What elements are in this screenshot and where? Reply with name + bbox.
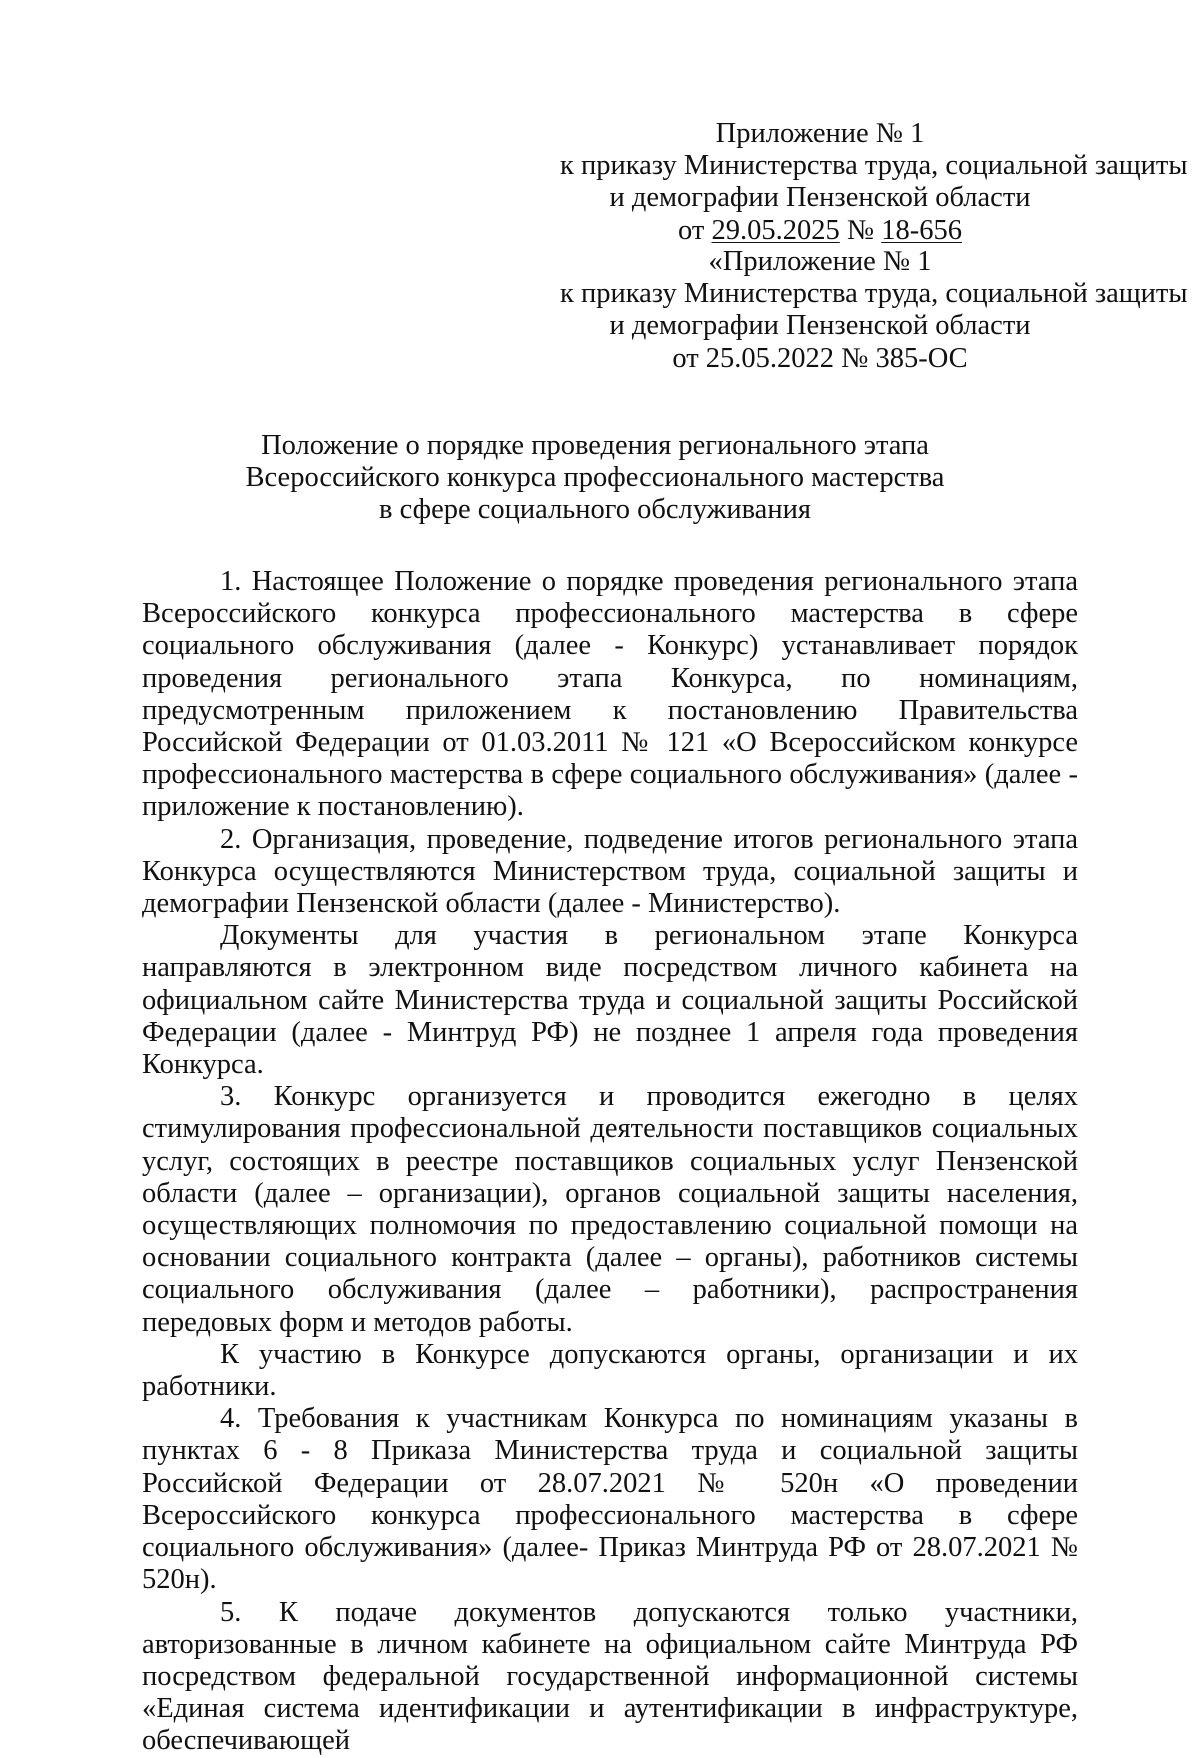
order-date-number-line: от 29.05.2025 № 18-656 <box>678 214 962 246</box>
order-reference-line: к приказу Министерства труда, социальной защиты <box>560 278 1188 310</box>
paragraph-2: 2. Организация, проведение, подведение итогов регионального этапа Конкурса осуществляются Министерством труда, социальной защиты и демографии Пензенской области (далее - Министерство). <box>142 823 1078 920</box>
appendix-header-current <box>560 118 1188 247</box>
order-reference-line: к приказу Министерства труда, социальной защиты <box>560 150 1188 182</box>
appendix-header-original <box>560 246 1188 375</box>
order-date-number-line: от 25.05.2022 № 385-ОС <box>672 342 968 374</box>
ministry-region-line: и демографии Пензенской области <box>609 182 1031 214</box>
order-date: 29.05.2025 <box>711 214 840 246</box>
ministry-region-line: и демографии Пензенской области <box>609 310 1031 342</box>
paragraph-4: 4. Требования к участникам Конкурса по номинациям указаны в пунктах 6 - 8 Приказа Министерства труда и социальной защиты Российской Федерации от 28.07.2021 № 520н «О проведении Всероссийского конкурса профессионального мастерства в сфере социального обслуживания» (далее- Приказ Минтруда РФ от 28.07.2021 № 520н). <box>142 1403 1078 1596</box>
order-number: 18-656 <box>881 214 962 246</box>
appendix-number-line: Приложение № 1 <box>715 118 925 149</box>
paragraph-3: 3. Конкурс организуется и проводится ежегодно в целях стимулирования профессиональной деятельности поставщиков социальных услуг, состоящих в реестре поставщиков социальных услуг Пензенской области (далее – организации), органов социальной защиты населения, осуществляющих полномочия по предоставлению социальной помощи на основании социального контракта (далее – органы), работников системы социального обслуживания (далее – работники), распространения передовых форм и методов работы. <box>142 1081 1078 1338</box>
document-body <box>142 566 1078 1758</box>
appendix-number-line: «Приложение № 1 <box>708 246 932 277</box>
title-line: Всероссийского конкурса профессионального мастерства <box>245 462 945 494</box>
paragraph-1: 1. Настоящее Положение о порядке проведения регионального этапа Всероссийского конкурса профессионального мастерства в сфере социального обслуживания (далее - Конкурс) устанавливает порядок проведения регионального этапа Конкурса, по номинациям, предусмотренным приложением к постановлению Правительства Российской Федерации от 01.03.2011 № 121 «О Всероссийском конкурсе профессионального мастерства в сфере социального обслуживания» (далее - приложение к постановлению). <box>142 566 1078 823</box>
title-line: в сфере социального обслуживания <box>379 494 811 526</box>
paragraph-2-documents: Документы для участия в региональном этапе Конкурса направляются в электронном виде посредством личного кабинета на официальном сайте Министерства труда и социальной защиты Российской Федерации (далее - Минтруд РФ) не позднее 1 апреля года проведения Конкурса. <box>142 920 1078 1081</box>
paragraph-3-participants: К участию в Конкурсе допускаются органы, организации и их работники. <box>142 1338 1078 1403</box>
title-line: Положение о порядке проведения регионального этапа <box>261 430 929 461</box>
paragraph-5: 5. К подаче документов допускаются только участники, авторизованные в личном кабинете на официальном сайте Минтруда РФ посредством федеральной государственной информационной системы «Единая система идентификации и аутентификации в инфраструктуре, обеспечивающей <box>142 1596 1078 1757</box>
document-title <box>150 430 1040 527</box>
